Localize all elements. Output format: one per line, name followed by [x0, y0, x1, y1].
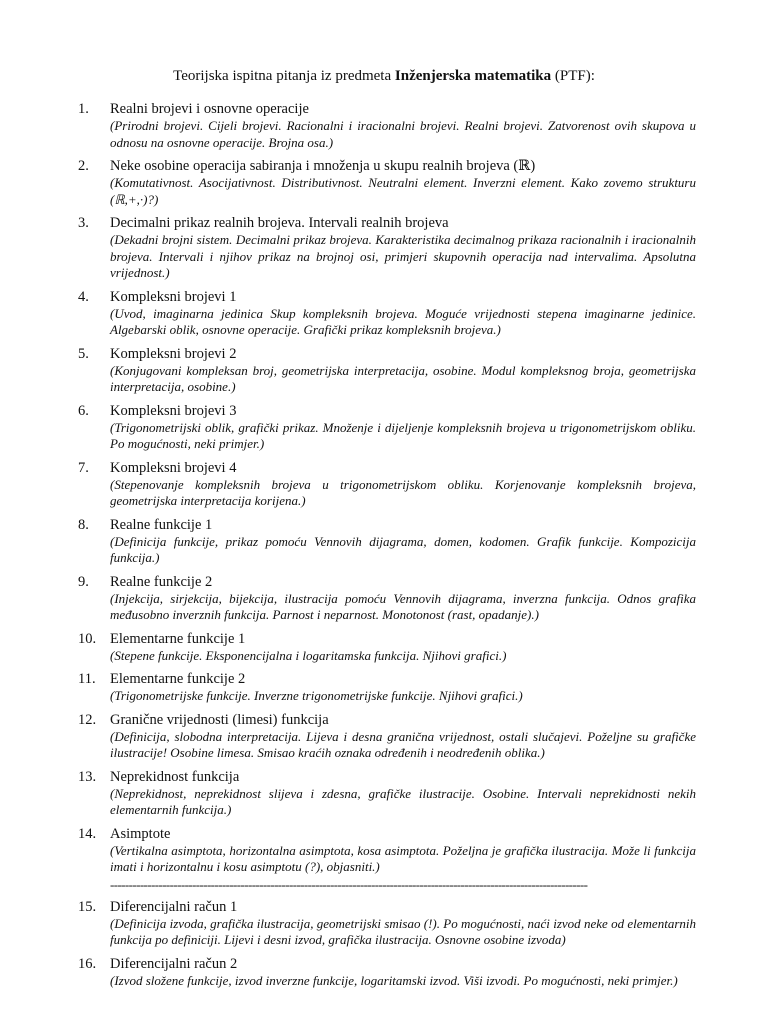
item-title: Realne funkcije 1: [110, 516, 213, 533]
question-list: [78, 100, 696, 995]
list-item: [78, 630, 696, 665]
item-number: 1.: [78, 101, 89, 117]
item-description: (Definicija funkcije, prikaz pomoću Vennovih dijagrama, domen, kodomen. Grafik funkcije. Kompozicija funkcija.): [110, 533, 696, 565]
list-item: [78, 288, 696, 339]
list-item: [78, 214, 696, 282]
item-title: Granične vrijednosti (limesi) funkcija: [110, 711, 329, 728]
item-number: 11.: [78, 671, 96, 687]
list-item: [78, 459, 696, 510]
item-description: (Injekcija, sirjekcija, bijekcija, ilustracija pomoću Vennovih dijagrama, inverzna funkcija. Odnos grafika međusobno inverznih funkcija. Parnost i neparnost. Monotonost (rast, opadanje).): [110, 590, 696, 622]
item-number: 16.: [78, 955, 97, 972]
item-title: Decimalni prikaz realnih brojeva. Intervali realnih brojeva: [110, 215, 449, 231]
item-number: 15.: [78, 898, 97, 915]
item-description: (Trigonometrijski oblik, grafički prikaz. Množenje i dijeljenje kompleksnih brojeva u trigonometrijskom obliku. Po mogućnosti, neki primjer.): [110, 419, 696, 451]
item-title: Diferencijalni račun 1: [110, 898, 238, 915]
list-item: [78, 516, 696, 567]
item-title: Neprekidnost funkcija: [110, 768, 240, 785]
item-description: (Komutativnost. Asocijativnost. Distributivnost. Neutralni element. Inverzni element. Kako zovemo strukturu (ℝ,+,·)?): [110, 175, 696, 207]
item-number: 10.: [78, 630, 97, 647]
list-item: [78, 402, 696, 453]
item-number: 4.: [78, 288, 89, 305]
item-description: (Stepenovanje kompleksnih brojeva u trigonometrijskom obliku. Korjenovanje kompleksnih brojeva, geometrijska interpretacija korijena.): [110, 476, 696, 508]
item-number: 2.: [78, 158, 89, 174]
item-number: 3.: [78, 215, 89, 231]
item-title: Kompleksni brojevi 2: [110, 345, 237, 362]
item-title: Elementarne funkcije 2: [110, 671, 246, 687]
item-description: (Definicija izvoda, grafička ilustracija, geometrijski smisao (!). Po mogućnosti, naći izvod neke od elementarnih funkcija po definiciji. Lijevi i desni izvod, grafička ilustracija. Osnovne osobine izvoda): [110, 915, 696, 947]
item-number: 8.: [78, 516, 89, 533]
document-title: [0, 66, 768, 86]
item-title: Kompleksni brojevi 4: [110, 459, 237, 476]
item-number: 9.: [78, 573, 89, 590]
title-suffix: (PTF):: [551, 68, 595, 84]
item-number: 7.: [78, 459, 89, 476]
item-description: (Uvod, imaginarna jedinica Skup kompleksnih brojeva. Moguće vrijednosti stepena imaginarne jedinice. Algebarski oblik, osnovne operacije. Grafički prikaz kompleksnih brojeva.): [110, 305, 696, 337]
item-description: (Neprekidnost, neprekidnost slijeva i zdesna, grafičke ilustracije. Osobine. Intervali neprekidnosti nekih elementarnih funkcija.): [110, 785, 696, 817]
item-description: (Trigonometrijske funkcije. Inverzne trigonometrijske funkcije. Njihovi grafici.): [110, 688, 523, 703]
list-item: [78, 955, 696, 990]
item-title: Realni brojevi i osnovne operacije: [110, 101, 309, 117]
list-item: [78, 670, 696, 705]
item-number: 12.: [78, 711, 97, 728]
item-title: Kompleksni brojevi 3: [110, 402, 237, 419]
item-number: 6.: [78, 402, 89, 419]
list-item: [78, 711, 696, 762]
item-description: (Konjugovani kompleksan broj, geometrijska interpretacija, osobine. Modul kompleksnog broja, geometrijska interpretacija, osobine.): [110, 362, 696, 394]
item-title: Neke osobine operacija sabiranja i množenja u skupu realnih brojeva (ℝ): [110, 158, 536, 174]
item-title: Realne funkcije 2: [110, 573, 213, 590]
item-title: Elementarne funkcije 1: [110, 630, 246, 647]
item-description: (Izvod složene funkcije, izvod inverzne funkcije, logaritamski izvod. Viši izvodi. Po mogućnosti, neki primjer.): [110, 972, 678, 988]
list-item: [78, 157, 696, 208]
list-item: [78, 100, 696, 151]
item-title: Diferencijalni račun 2: [110, 955, 238, 972]
item-description: (Prirodni brojevi. Cijeli brojevi. Racionalni i iracionalni brojevi. Realni brojevi. Zatvorenost ovih skupova u odnosu na osnovne operacije. Brojna osa.): [110, 118, 696, 150]
list-item: [78, 345, 696, 396]
item-number: 13.: [78, 768, 97, 785]
title-prefix: Teorijska ispitna pitanja iz predmeta: [173, 68, 395, 84]
item-description: (Dekadni brojni sistem. Decimalni prikaz brojeva. Karakteristika decimalnog prikaza racionalnih i iracionalnih brojeva. Intervali i njihov prikaz na brojnoj osi, primjeri skupovnih operacija nad intervalima. Apsolutna vrijednost.): [110, 232, 696, 280]
section-separator: --------------------------------------------------------------------------------------------------------------------------------: [110, 877, 588, 892]
list-item: [78, 825, 696, 876]
list-item: [78, 768, 696, 819]
course-name: Inženjerska matematika: [394, 68, 552, 84]
item-number: 14.: [78, 825, 97, 842]
item-description: (Vertikalna asimptota, horizontalna asimptota, kosa asimptota. Poželjna je grafička ilustracija. Može li funkcija imati i horizontalnu i kosu asimptotu (?), objasniti.): [110, 842, 696, 874]
item-title: Kompleksni brojevi 1: [110, 288, 237, 305]
item-description: (Definicija, slobodna interpretacija. Lijeva i desna granična vrijednost, ostali slučajevi. Poželjne su grafičke ilustracije! Osobine limesa. Smisao kraćih oznaka određenih i neodređenih oblika.): [110, 728, 696, 760]
item-number: 5.: [78, 345, 89, 362]
item-title: Asimptote: [110, 825, 171, 842]
list-item: [78, 573, 696, 624]
item-description: (Stepene funkcije. Eksponencijalna i logaritamska funkcija. Njihovi grafici.): [110, 647, 507, 663]
list-item: [78, 898, 696, 949]
